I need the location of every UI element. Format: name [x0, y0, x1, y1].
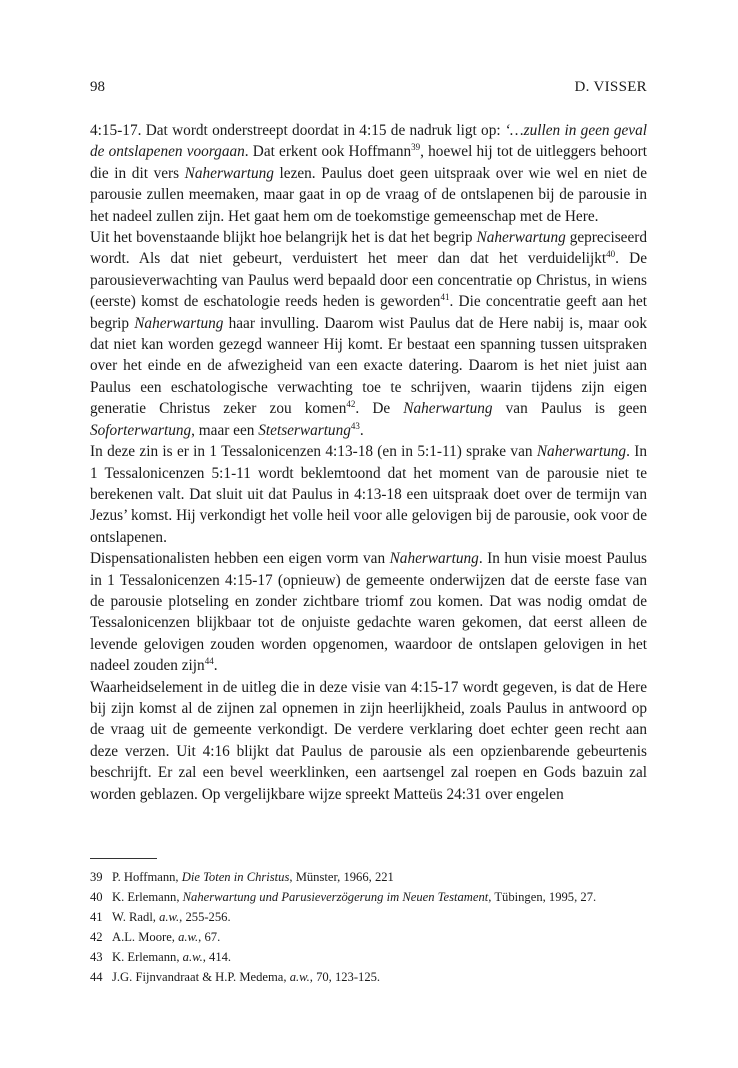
footnote-ref: 41 [440, 292, 450, 303]
italic-term: Naherwartung und Parusieverzögerung im Neuen Testament [182, 890, 489, 904]
text-run: W. Radl, [112, 910, 160, 924]
text-run: Dispensationalisten hebben een eigen vorm van [90, 550, 390, 568]
text-run: K. Erlemann, [112, 950, 183, 964]
text-run: 4:15-17. Dat wordt onderstreept doordat in 4:15 de nadruk ligt op: [90, 122, 505, 139]
paragraph [90, 441, 647, 548]
text-run: J.G. Fijnvandraat & H.P. Medema, [112, 970, 290, 984]
footnote-text [112, 907, 647, 927]
italic-term: Soforterwartung [90, 421, 192, 439]
italic-term: a.w. [182, 950, 203, 964]
paragraph [90, 227, 647, 441]
footnote-text [112, 867, 647, 887]
running-author: D. VISSER [574, 79, 647, 95]
footnote-separator [90, 858, 157, 859]
text-run: , 70, 123-125. [309, 970, 381, 984]
footnote [90, 947, 647, 967]
footnote-text [112, 967, 647, 987]
text-run: , 255-256. [179, 910, 231, 924]
italic-term: Die Toten in Christus [181, 870, 290, 884]
footnote-ref: 40 [606, 249, 616, 260]
footnotes [90, 867, 647, 987]
italic-term: a.w. [178, 930, 199, 944]
text-run: , maar een [191, 421, 259, 439]
text-run: , hoewel hij tot de uitleggers behoort die in dit vers [90, 143, 647, 182]
paragraph [90, 548, 647, 676]
italic-term: Naherwartung [184, 164, 274, 182]
text-run: , 414. [202, 950, 232, 964]
text-run: P. Hoffmann, [112, 870, 182, 884]
footnote-number: 44 [90, 970, 103, 984]
paragraph [90, 120, 647, 227]
footnote-number: 40 [90, 890, 103, 904]
footnote-number: 41 [90, 910, 103, 924]
italic-term: a.w. [159, 910, 180, 924]
footnote-number: 42 [90, 930, 103, 944]
text-run: . In hun visie moest Paulus in 1 Tessalonicenzen 4:15-17 (opnieuw) de gemeente onderwijzen dat de eerste fase van de parousie plotseling en zonder zichtbare triomf zou komen. Dat was nodig omdat de Tessalonicenzen blijkbaar tot de onjuiste gedachte waren gekomen, dat eerst alleen de levende gelovigen zouden worden opgenomen, waardoor de ontslapen gelovigen in het nadeel zouden zijn [90, 550, 647, 675]
footnote-text [112, 947, 647, 967]
italic-term: a.w. [289, 970, 310, 984]
italic-term: Naherwartung [134, 314, 224, 332]
footnote [90, 867, 647, 887]
italic-term: ‘…zullen in geen geval de ontslapenen voorgaan [90, 122, 647, 161]
text-run: . [213, 657, 218, 675]
italic-term: Naherwartung [403, 400, 493, 418]
footnote [90, 907, 647, 927]
footnote-ref: 44 [204, 656, 214, 667]
text-run: , Tübingen, 1995, 27. [488, 890, 597, 904]
text-run: gepreciseerd wordt. Als dat niet gebeurt, verduistert het meer dan dat het verduidelijkt [90, 229, 647, 268]
text-run: In deze zin is er in 1 Tessalonicenzen 4:13-18 (en in 5:1-11) sprake van [90, 443, 537, 461]
page-number: 98 [90, 79, 105, 95]
paragraph [90, 677, 647, 805]
italic-term: Naherwartung [476, 229, 566, 247]
footnote-number: 43 [90, 950, 103, 964]
text-run: . In 1 Tessalonicenzen 5:1-11 wordt beklemtoond dat het moment van de parousie niet te berekenen valt. Dat sluit uit dat Paulus in 4:13-18 een uitspraak doet over de termijn van Jezus’ komst. Hij verkondigt het volle heil voor alle gelovigen bij de parousie, ook voor de ontslapenen. [90, 443, 647, 546]
text-run: . De parousieverwachting van Paulus werd bepaald door een concentratie op Christus, in wiens (eerste) komst de eschatologie reeds heden is geworden [90, 250, 647, 311]
footnote-ref: 39 [411, 142, 421, 153]
text-run: Uit het bovenstaande blijkt hoe belangrijk het is dat het begrip [90, 229, 477, 247]
italic-term: Stetserwartung [258, 421, 351, 439]
italic-term: Naherwartung [389, 550, 479, 568]
text-run: haar invulling. Daarom wist Paulus dat de Here nabij is, maar ook dat niet kan worden gezegd wanneer Hij komt. Er bestaat een spanning tussen uitspraken over het einde en de afwezigheid van een exacte datering. Daarom is het niet juist aan Paulus een eschatologische verwachting toe te schrijven, waarin tijdens zijn eigen generatie Christus zeker zou komen [90, 314, 647, 418]
footnote-ref: 42 [346, 399, 356, 410]
footnote [90, 887, 647, 907]
footnote-text [112, 887, 647, 907]
footnote [90, 927, 647, 947]
text-run: . Die concentratie geeft aan het begrip [90, 293, 647, 332]
italic-term: Naherwartung [536, 443, 627, 461]
text-run: lezen. Paulus doet geen uitspraak over wie wel en niet de parousie zullen meemaken, maar gaat in op de vraag of de ontslapenen bij de parousie in het nadeel zullen zijn. Het gaat hem om de toekomstige gemeenschap met de Here. [90, 164, 647, 225]
body-text [90, 120, 647, 805]
text-run: van Paulus is geen [492, 400, 647, 418]
text-run: . [359, 421, 364, 439]
text-run: , 67. [198, 930, 221, 944]
footnote-number: 39 [90, 870, 103, 884]
text-run: . Dat erkent ook Hoffmann [244, 143, 412, 161]
text-run: . De [355, 400, 404, 418]
running-header [90, 79, 647, 101]
text-run: K. Erlemann, [112, 890, 183, 904]
footnote-ref: 43 [350, 420, 360, 431]
text-run: , Münster, 1966, 221 [289, 870, 394, 884]
footnote [90, 967, 647, 987]
text-run: Waarheidselement in de uitleg die in deze visie van 4:15-17 wordt gegeven, is dat de Here bij zijn komst al de zijnen zal opnemen in zijn heerlijkheid, zoals Paulus in antwoord op de vraag uit de gemeente verkondigt. De verdere verklaring doet echter geen recht aan deze verzen. Uit 4:16 blijkt dat Paulus de parousie als een opzienbarende gebeurtenis beschrijft. Er zal een bevel weerklinken, een aartsengel zal roepen en Gods bazuin zal worden geblazen. Op vergelijkbare wijze spreekt Matteüs 24:31 over engelen [90, 678, 647, 803]
text-run: A.L. Moore, [112, 930, 179, 944]
footnote-text [112, 927, 647, 947]
